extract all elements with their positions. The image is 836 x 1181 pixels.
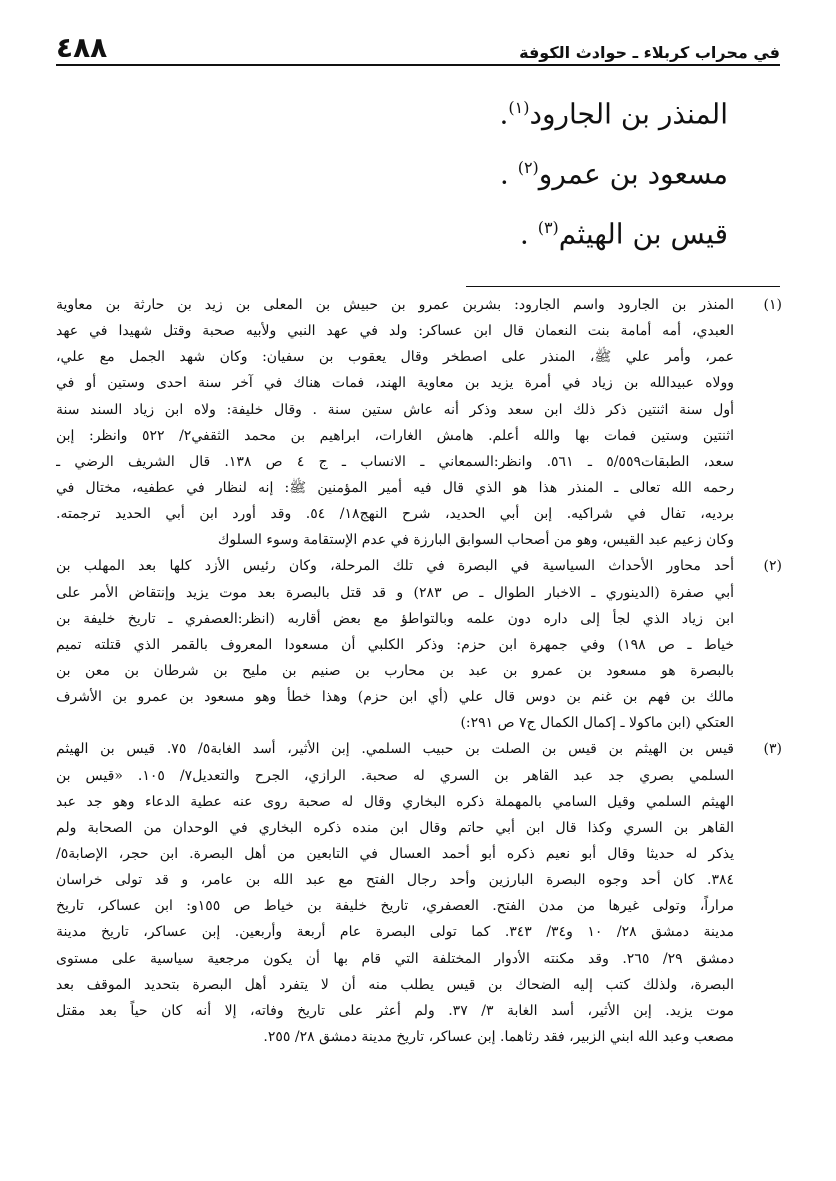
footnote-line: بالبصرة هو مسعود بن عمرو بن عبد بن محارب بن صنيم بن مليح بن شرطان بن معن بن: [56, 662, 734, 679]
page-header: [56, 22, 780, 62]
header-rule: [56, 64, 780, 66]
footnote-line: موت يزيد. إبن الأثير، أسد الغابة ٣/ ٣٧. ولم أعثر على تاريخ وفاته، إلا أنه كان حياً بعد مقتل: [56, 1002, 734, 1019]
name-text: المنذر بن الجارود: [529, 97, 728, 131]
footnote-number: (٢): [763, 558, 782, 575]
footnote-body: [56, 736, 734, 1050]
name-text: مسعود بن عمرو: [538, 157, 728, 191]
footnote-line: العتكي (ابن ماكولا ـ إكمال الكمال ج٧ ص ٢٩١:): [460, 715, 734, 732]
footnote-line: المنذر بن الجارود واسم الجارود: بشربن عمرو بن حبيش بن المعلى بن زيد بن حارثة بن معاوية: [56, 297, 734, 313]
footnote-line: مالك بن فهم بن غنم بن دوس قال علي (أي ابن حزم) وهذا خطأ وهو مسعود بن عمرو بن الأشرف: [56, 689, 734, 706]
footnote-body: [56, 553, 734, 736]
footnote-line: قيس بن الهيثم بن قيس بن الصلت بن حبيب السلمي. إبن الأثير، أسد الغابة٥/ ٧٥. قيس بن الهيثم: [56, 741, 734, 758]
footnote-line: مصعب وعبد الله ابني الزبير، فقد رثاهما. إبن عساكر، تاريخ مدينة دمشق ٢٨/ ٢٥٥.: [263, 1028, 734, 1045]
name-line: [208, 198, 728, 258]
footnote-line: مراراً، وتولى غيرها من مدن الفتح. العصفري، تاريخ خليفة بن خياط ص ١٥٥و: ابن عساكر، تاريخ: [56, 898, 734, 915]
name-line: [208, 138, 728, 198]
footnote-line: البصرة، ولذلك كتب إليه الضحاك بن قيس يطلب منه أن لا يتفرد أهل البصرة بتحديد الموقف بعد: [56, 976, 734, 993]
footnotes: [56, 292, 782, 1050]
name-line: [208, 78, 728, 138]
footnote-line: خياط ـ ص ١٩٨) وفي جمهرة ابن حزم: وذكر الكلبي أن مسعودا المعروف بالقمر الذي قتلته تميم: [56, 636, 734, 653]
footnote-line: السلمي بصري جد عبد القاهر بن السري له صحبة. الرازي، الجرح والتعديل٧/ ١٠٥. «قيس بن: [56, 767, 734, 784]
footnote: [56, 553, 782, 736]
footnote-line: اثنتين وستين فمات بها والله أعلم. هامش الغارات، ابراهيم بن محمد الثقفي٢/ ٥٢٢ وانظر: إبن: [56, 427, 734, 444]
footnote-line: ٣٨٤. كان أحد وجوه البصرة البارزين وأحد رجال الفتح مع عبد الله بن عامر، و قد تولى خراسان: [56, 872, 734, 889]
footnote-line: مدينة دمشق ٢٨/ ١٠ و٣٤/ ٣٤٣. كما تولى البصرة عام أربعة وأربعين. إبن عساكر، تاريخ مدينة: [56, 924, 734, 941]
footnote-line: وكان زعيم عبد القيس، وهو من أصحاب السوابق البارزة في عدم الإستقامة وسوء السلوك: [217, 532, 734, 549]
footnote-line: دمشق ٢٩/ ٢٦٥. وقد مكنته الأدوار المختلفة التي قام بها أن يكون مرجعية سياسية على مستوى: [56, 950, 734, 967]
footnote-line: سعد، الطبقات٥/٥٥٩ ـ ٥٦١. وانظر:السمعاني ـ الانساب ـ ج ٤ ص ١٣٨. قال الشريف الرضي ـ: [56, 453, 734, 470]
footnote-number: (١): [763, 297, 782, 313]
footnote-line: رحمه الله تعالى ـ المنذر هذا هو الذي قال فيه أمير المؤمنين ﷺ: إنه لنظار في عطفيه، مختال في: [56, 479, 734, 496]
name-period: .: [519, 217, 538, 251]
name-text: قيس بن الهيثم: [558, 217, 728, 251]
footnote-reference: (٢): [517, 158, 539, 177]
footnote-reference: (٣): [537, 218, 559, 237]
running-title: في محراب كربلاء ـ حوادث الكوفة: [519, 43, 780, 62]
footnote-line: برديه، تفال في شراكيه. إبن أبي الحديد، شرح النهج١٨/ ٥٤. وقد أورد ابن أبي الحديد ترجمته.: [56, 506, 734, 523]
name-period: .: [499, 157, 518, 191]
footnote-line: وولاه عبيدالله بن زياد في أمرة يزيد بن معاوية الهند، فمات هناك في آخر سنة احدى وستين أو في: [56, 375, 734, 392]
footnote: [56, 736, 782, 1050]
footnote-number: (٣): [763, 741, 782, 758]
page-number: ٤٨٨: [56, 31, 108, 64]
names-list: [208, 78, 728, 258]
footnote-line: يذكر له حديثا وقال أبو نعيم ذكره أبو أحمد العسال في التابعين من أهل البصرة. ابن حجر، الإصابة٥/: [56, 845, 734, 862]
footnote-line: القاهر بن السري وكذا قال ابن أبي حاتم وقال ابن منده ذكره البخاري في الوحدان من الصحابة ولم: [56, 819, 734, 836]
footnote-line: عمر، وأمر علي ﷺ، المنذر على اصطخر وقال يعقوب بن سفيان: وكان شهد الجمل مع علي،: [56, 349, 734, 366]
footnote-line: الهيثم السلمي وقيل السامي بالمهملة ذكره البخاري وقال له صحبة روى عنه عطية الدعاء وهو جد عبد: [56, 793, 734, 810]
footnote-separator: [466, 286, 780, 287]
footnote-line: العبدي، أمه أمامة بنت النعمان قال ابن عساكر: ولد في عهد النبي ولأبيه صحبة وقتل شهيدا في عهد: [56, 323, 734, 340]
footnote-line: أول سنة اثنتين ذكر ذلك ابن سعد وذكر أنه عاش ستين سنة . وقال خليفة: ولاه ابن زياد السند سنة: [56, 401, 734, 418]
footnote-line: أبي صفرة (الدينوري ـ الاخبار الطوال ـ ص ٢٨٣) و قد قتل بالبصرة بعد موت يزيد وإنتقاض الأمر على: [56, 584, 734, 601]
footnote-line: أحد محاور الأحداث السياسية في البصرة في تلك المرحلة، وكان رئيس الأزد كلها بعد المهلب بن: [56, 558, 734, 575]
footnote: [56, 292, 782, 553]
footnote-line: ابن زياد الذي لجأ إلى داره دون علمه وبالتواطؤ مع بعض أقاربه (انظر:العصفري ـ تاريخ خليفة بن: [56, 610, 734, 627]
name-period: .: [499, 97, 509, 131]
footnote-body: [56, 292, 734, 553]
footnote-reference: (١): [508, 98, 530, 117]
